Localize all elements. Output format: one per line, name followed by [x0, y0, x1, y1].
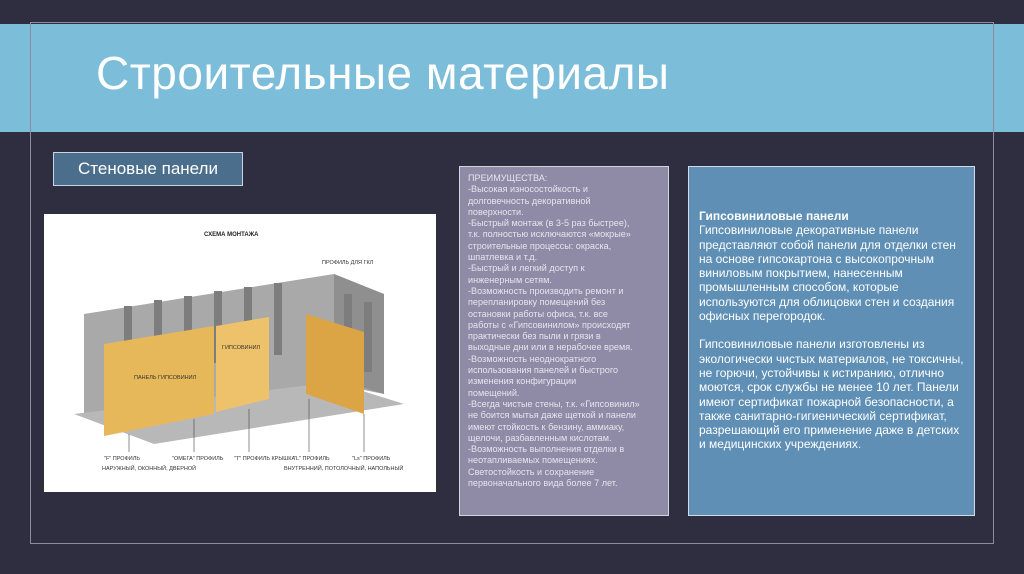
adv-line: не боится мытья даже щеткой и панели [468, 410, 636, 421]
adv-line: изменения конфигурации [468, 376, 577, 387]
label-f-profile: "F" ПРОФИЛЬ [104, 456, 140, 462]
panel-text-2: ГИПСОВИНИЛ [222, 345, 261, 351]
adv-line: неотапливаемых помещениях. [468, 455, 598, 466]
label-omega-profile: "ОМЕГА" ПРОФИЛЬ [172, 456, 224, 462]
info-heading: Гипсовиниловые панели [699, 209, 849, 223]
adv-line: -Возможность производить ремонт и [468, 285, 624, 296]
adv-line: -Возможность выполнения отделки в [468, 444, 625, 455]
panel-middle [216, 317, 269, 412]
note-f-profile: НАРУЖНЫЙ, ОКОННЫЙ, ДВЕРНОЙ [102, 466, 197, 472]
label-l-profile: "L" ПРОФИЛЬ [294, 456, 330, 462]
adv-line: -Быстрый монтаж (в 3-5 раз быстрее), [468, 218, 630, 229]
adv-line: остановки работы офиса, т.к. все [468, 308, 608, 319]
adv-line: долговечность декоративной [468, 195, 591, 206]
label-t-profile: "T" ПРОФИЛЬ КРЫШКА [234, 456, 296, 462]
diagram-top-label: ПРОФИЛЬ ДЛЯ ГКЛ [322, 260, 374, 266]
adv-line: выходные дни или в нерабочее время. [468, 342, 633, 353]
mounting-diagram-svg [44, 214, 436, 492]
slide-title: Строительные материалы [96, 47, 670, 99]
info-paragraph-1: Гипсовиниловые декоративные панели представляют собой панели для отделки стен на основе гипсокартона с высокопрочным виниловым покрытием, нанесенным промышленным способом, которые используются для облицовки стен и создания офисных перегородок. [699, 223, 956, 324]
adv-line: работы с «Гипсовинилом» происходят [468, 319, 631, 330]
info-gap [699, 323, 964, 337]
subtitle-box [53, 152, 243, 186]
adv-line: -Высокая износостойкость и [468, 184, 588, 195]
label-ls-profile: "Ls" ПРОФИЛЬ [352, 456, 391, 462]
subtitle-text: Стеновые панели [78, 159, 218, 178]
adv-line: ПРЕИМУЩЕСТВА: [468, 173, 548, 183]
adv-line: щелочи, разбавленным кислотам. [468, 432, 612, 443]
adv-line: -Быстрый и легкий доступ к [468, 263, 585, 274]
info-box [688, 166, 975, 516]
advantages-box [459, 166, 669, 516]
adv-line: поверхности. [468, 206, 524, 217]
adv-line: -Всегда чистые стены, т.к. «Гипсовинил» [468, 398, 640, 409]
adv-line: инженерным сетям. [468, 274, 552, 285]
adv-line: Светостойкость и сохранение [468, 466, 595, 477]
adv-line: первоначального вида более 7 лет. [468, 478, 618, 489]
adv-line: использования панелей и быстрого [468, 365, 618, 376]
panel-text-1: ПАНЕЛЬ ГИПСОВИНИЛ [134, 375, 197, 381]
adv-line: практически без пыли и грязи в [468, 331, 601, 342]
adv-line: помещений. [468, 387, 520, 398]
diagram-heading: СХЕМА МОНТАЖА [204, 232, 259, 238]
note-l-profile: ВНУТРЕННИЙ, ПОТОЛОЧНЫЙ, НАПОЛЬНЫЙ [284, 466, 404, 472]
adv-line: перепланировку помещений без [468, 297, 606, 308]
mounting-diagram [44, 214, 436, 492]
adv-line: строительные процессы: окраска, [468, 240, 612, 251]
adv-line: -Возможность неоднократного [468, 353, 597, 364]
adv-line: имеют стойкость к бензину, аммиаку, [468, 421, 625, 432]
adv-line: т.к. полностью исключаются «мокрые» [468, 229, 631, 240]
adv-line: шпатлевка и т.д. [468, 252, 538, 263]
info-paragraph-2: Гипсовиниловые панели изготовлены из экологически чистых материалов, не токсичны, не горючи, устойчивы к истиранию, отлично моются, срок службы не менее 10 лет. Панели имеют сертификат пожарной безопасности, а также санитарно-гигиенический сертификат, разрешающий его применение даже в детских и медицинских учреждениях. [699, 337, 964, 452]
